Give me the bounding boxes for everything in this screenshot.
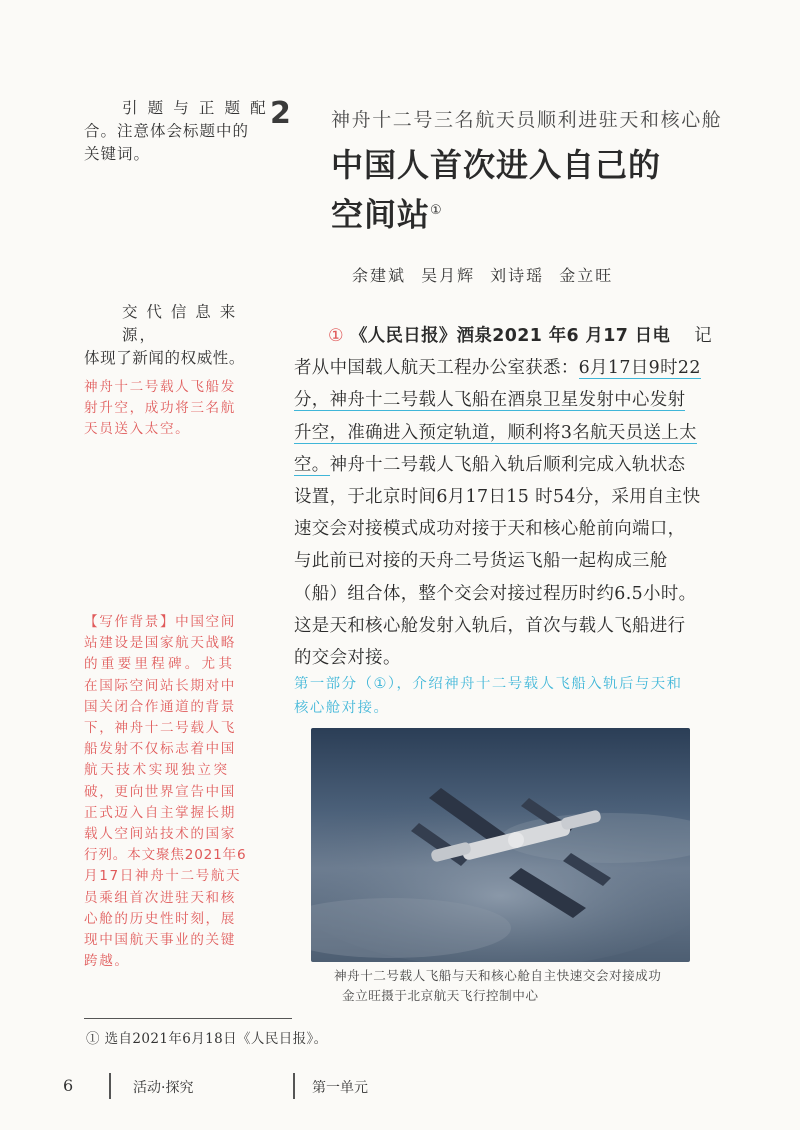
- footnote-divider: [84, 1018, 292, 1019]
- lesson-number: 2: [270, 96, 291, 131]
- side-note-line: 破，更向世界宣告中国: [84, 783, 236, 800]
- side-note-line: 现中国航天事业的关键: [84, 932, 236, 949]
- side-note-line: 的重要里程碑。尤其: [84, 656, 236, 673]
- caption-line: 神舟十二号载人飞船与天和核心舱自主快速交会对接成功: [334, 968, 662, 983]
- space-station-illustration: [311, 728, 690, 962]
- photo-caption: [334, 966, 661, 1006]
- article-body: [294, 320, 724, 674]
- side-note-line: 合。注意体会标题中的: [84, 122, 250, 140]
- underlined-text: 6月17日9时22: [578, 358, 701, 379]
- side-note-line: 在国际空间站长期对中: [84, 677, 236, 694]
- authors: 余建斌 吴月辉 刘诗瑶 金立旺: [352, 266, 614, 285]
- body-line: [294, 384, 724, 416]
- space-station-photo: [311, 728, 690, 962]
- footer-divider: [109, 1073, 111, 1099]
- side-note-source: [84, 301, 274, 370]
- side-note-line: 行列。本文聚焦2021年6: [84, 847, 247, 864]
- title-line-2: [331, 188, 751, 238]
- side-note-line: 月17日神舟十二号航天: [84, 868, 242, 885]
- title-footnote-mark: ①: [430, 203, 443, 218]
- side-note-line: 国关闭合作通道的背景: [84, 698, 236, 715]
- side-note-line: 航天技术实现独立突: [84, 762, 230, 779]
- paragraph-number: ①: [328, 326, 344, 346]
- title-line: 空间站: [331, 195, 431, 234]
- side-note-line: 下，神舟十二号载人飞: [84, 720, 236, 737]
- side-note-line: 体现了新闻的权威性。: [84, 349, 246, 367]
- caption-line: 金立旺摄于北京航天飞行控制中心: [342, 988, 539, 1003]
- underlined-text: 分，神舟十二号载人飞船在酒泉卫星发射中心发射: [294, 390, 686, 411]
- underlined-text: 升空，准确进入预定轨道，顺利将3名航天员送上太: [294, 422, 697, 443]
- side-note-line: 射升空，成功将三名航: [84, 400, 236, 417]
- section-summary: [294, 672, 724, 720]
- body-text: 神舟十二号载人飞船入轨后顺利完成入轨状态: [329, 454, 686, 475]
- footer-unit: 第一单元: [312, 1080, 368, 1096]
- side-note-line: 员乘组首次进驻天和核: [84, 889, 236, 906]
- body-line: 速交会对接模式成功对接于天和核心舱前向端口，: [294, 519, 686, 540]
- page-number: 6: [63, 1076, 74, 1095]
- body-text: 者从中国载人航天工程办公室获悉：: [294, 358, 579, 379]
- body-line: 与此前已对接的天舟二号货运飞船一起构成三舱: [294, 551, 668, 572]
- body-line: [294, 417, 724, 449]
- side-note-line: 交 代 信 息 来 源，: [122, 303, 238, 344]
- body-line: （船）组合体，整个交会对接过程历时约6.5小时。: [294, 583, 697, 604]
- subtitle: 神舟十二号三名航天员顺利进驻天和核心舱: [331, 109, 723, 131]
- body-line: 设置，于北京时间6月17日15 时54分，采用自主快: [294, 487, 701, 508]
- page-title: [331, 142, 751, 238]
- dateline: 《人民日报》酒泉2021 年6 月17 日电: [349, 326, 671, 346]
- side-note-line: 中国空间: [175, 614, 236, 630]
- side-note-line: 正式迈入自主掌握长期: [84, 804, 236, 821]
- summary-line: 第一部分（①），介绍神舟十二号载人飞船入轨后与天和: [294, 676, 683, 692]
- side-note-line: 心舱的历史性时刻，展: [84, 910, 236, 927]
- side-note-line: 引 题 与 正 题 配: [122, 99, 269, 117]
- side-note-line: 关键词。: [84, 145, 151, 163]
- side-note-line: 天员送入太空。: [84, 421, 191, 438]
- side-note-background: [84, 612, 274, 972]
- body-line: [294, 449, 724, 481]
- side-note-line: 站建设是国家航天战略: [84, 635, 236, 652]
- background-label: 【写作背景】: [84, 614, 176, 630]
- title-line: 中国人首次进入自己的: [331, 146, 662, 184]
- summary-line: 核心舱对接。: [294, 700, 390, 716]
- footer-section: 活动·探究: [133, 1080, 194, 1096]
- body-line: 的交会对接。: [294, 648, 401, 669]
- body-line: [294, 352, 724, 384]
- body-line: 这是天和核心舱发射入轨后，首次与载人飞船进行: [294, 615, 686, 636]
- underlined-text: 空。: [294, 454, 330, 475]
- footer-divider: [293, 1073, 295, 1099]
- footnote: ① 选自2021年6月18日《人民日报》。: [86, 1031, 328, 1047]
- side-note-line: 船发射不仅标志着中国: [84, 741, 236, 758]
- side-note-launch: [84, 377, 274, 441]
- side-note-line: 载人空间站技术的国家: [84, 826, 236, 843]
- body-text: 记: [694, 326, 713, 346]
- side-note-line: 神舟十二号载人飞船发: [84, 379, 236, 395]
- side-note-line: 跨越。: [84, 953, 130, 970]
- body-line: [294, 320, 724, 352]
- side-note-title: [84, 97, 274, 166]
